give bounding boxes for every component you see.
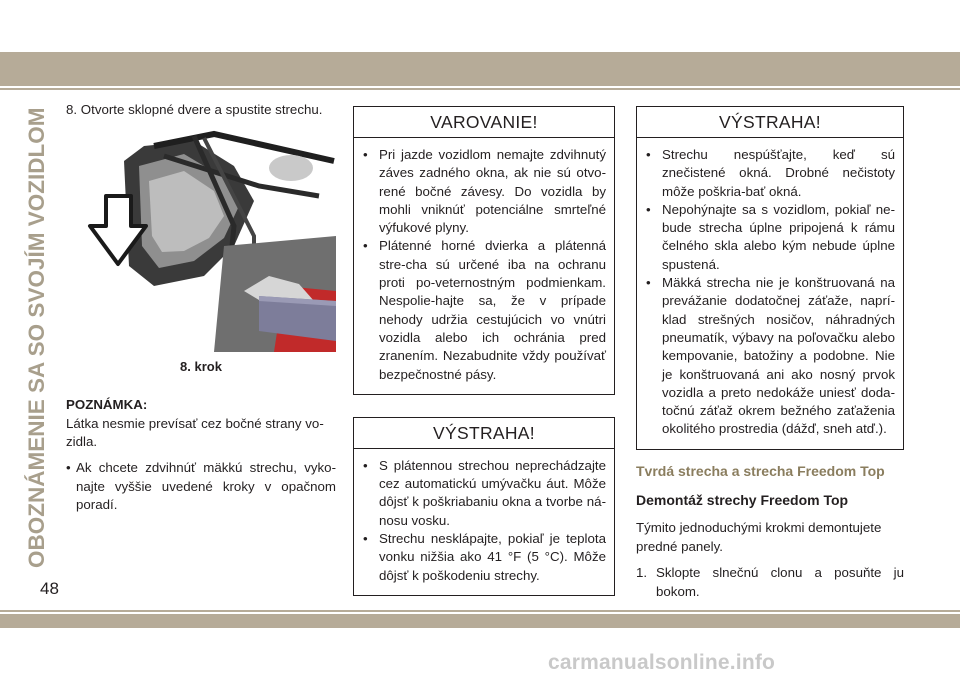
caution-box-1 [353, 417, 615, 596]
caution-title: VÝSTRAHA! [637, 107, 903, 138]
side-chapter-title: OBOZNÁMENIE SA SO SVOJÍM VOZIDLOM [24, 107, 49, 568]
warning-list [354, 138, 614, 394]
warning-title: VAROVANIE! [354, 107, 614, 138]
caution-list [354, 449, 614, 595]
caution-list [637, 138, 903, 449]
note-title: POZNÁMKA: [66, 397, 148, 413]
caution-item: • S plátennou strechou neprechádzajte cez automatickú umývačku áut. Môže dôjsť k poškriabaniu okna a tvorbe ná-nosu vosku. [362, 457, 606, 530]
column-middle [353, 106, 615, 596]
column-right [636, 106, 904, 601]
note-bullet: • Ak chcete zdvihnúť mäkkú strechu, vyko-najte vyššie uvedené kroky v opačnom poradí. [66, 459, 336, 515]
caution-item: • Strechu nesklápajte, pokiaľ je teplota vonku nižšia ako 41 °F (5 °C). Môže dôjsť k poškodeniu strechy. [362, 530, 606, 585]
watermark: carmanualsonline.info [548, 651, 776, 674]
caution-box-2 [636, 106, 904, 450]
warning-box-varovanie [353, 106, 615, 395]
figure-caption: 8. krok [180, 358, 222, 374]
intro-paragraph: Týmito jednoduchými krokmi demontujete predné panely. [636, 519, 882, 554]
warning-item: • Pri jazde vozidlom nemajte zdvihnutý záves zadného okna, ak nie sú otvo-rené bočné závesy. Do vozidla by mohli vniknúť potenciálne smrteľné výfukové plyny. [362, 146, 606, 237]
caution-item: • Mäkká strecha nie je konštruovaná na prevážanie dodatočnej záťaže, naprí-klad strešných nosičov, náhradných pneumatík, výbavy na poľovačku alebo kempovanie, batožiny a podobne. Nie je konštruovaná ani ako nosný prvok vozidla a preto nedokáže uniesť doda-točnú záťaž okrem bežného zaťaženia okolitého prostredia (dážď, sneh atď.). [645, 274, 895, 439]
caution-item: • Strechu nespúšťajte, keď sú znečistené okná. Drobné nečistoty môže poškria-bať okná. [645, 146, 895, 201]
figure-step-8 [84, 126, 336, 352]
sub-heading: Demontáž strechy Freedom Top [636, 492, 849, 509]
note-bullets [66, 459, 336, 515]
column-left [66, 101, 336, 515]
header-band [0, 52, 960, 86]
footer-band [0, 614, 960, 628]
footer-rule [0, 610, 960, 612]
header-rule [0, 88, 960, 90]
step-1-number: 1. [636, 565, 648, 581]
caution-item: • Nepohýnajte sa s vozidlom, pokiaľ ne-bude strecha úplne pripojená k rámu čelného skla alebo kým nebude úplne spustená. [645, 201, 895, 274]
section-heading: Tvrdá strecha a strecha Freedom Top [636, 462, 885, 479]
warning-item: • Plátenné horné dvierka a plátenná stre-cha sú určené iba na ochranu proti po-veternostným podmienkam. Nespolie-hajte sa, že v prípade nehody udržia cestujúcich vo vnútri vozidla alebo ich ochránia pred zranením. Nezabudnite vždy používať bezpečnostné pásy. [362, 237, 606, 383]
page-number: 48 [40, 579, 59, 598]
note-text: Látka nesmie prevísať cez bočné strany vo-zidla. [66, 415, 324, 450]
step-1-text: Sklopte slnečnú clonu a posuňte ju bokom. [656, 565, 904, 599]
figure-illustration [84, 126, 336, 352]
step-8-text: 8. Otvorte sklopné dvere a spustite strechu. [66, 102, 323, 117]
step-1 [636, 564, 904, 601]
caution-title: VÝSTRAHA! [354, 418, 614, 449]
